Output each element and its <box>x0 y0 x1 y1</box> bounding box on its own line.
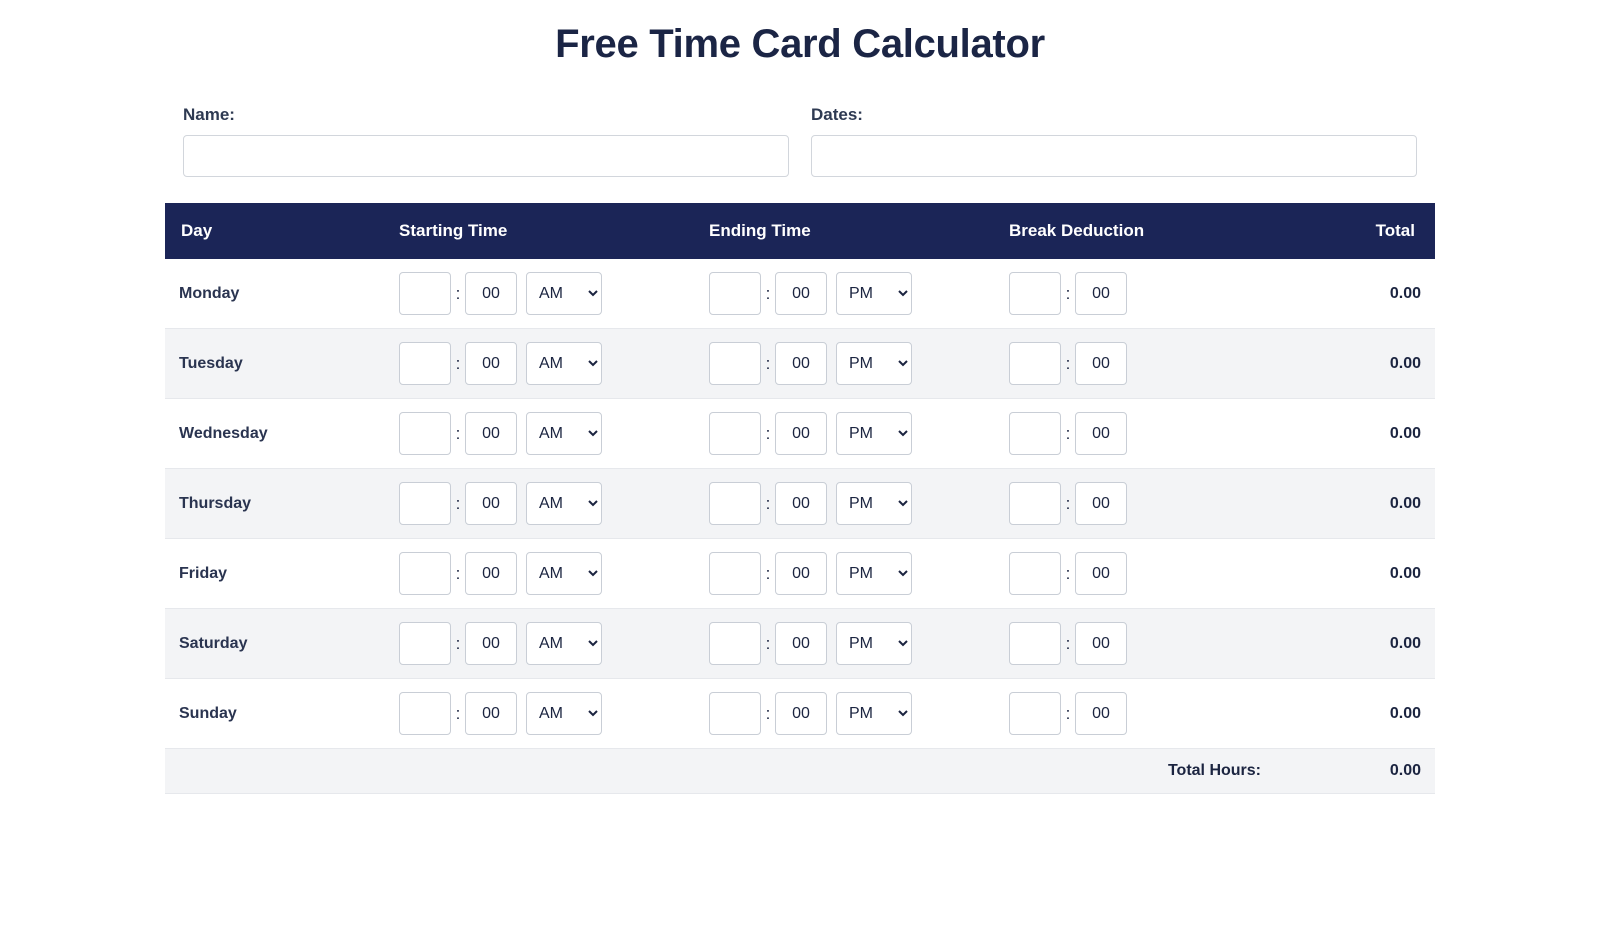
starting-time-cell <box>385 679 695 749</box>
dates-input[interactable] <box>811 135 1417 177</box>
break-hour-input[interactable] <box>1009 692 1061 735</box>
break-minute-value[interactable]: 00 <box>1075 342 1127 385</box>
time-separator: : <box>765 703 771 723</box>
break-hour-input[interactable] <box>1009 412 1061 455</box>
starting-time-group <box>399 342 681 385</box>
table-head <box>165 203 1435 259</box>
starting-time-cell <box>385 539 695 609</box>
time-separator: : <box>765 283 771 303</box>
break-minute-value[interactable]: 00 <box>1075 482 1127 525</box>
ending-time-cell <box>695 259 995 329</box>
starting-time-cell <box>385 259 695 329</box>
time-separator: : <box>1065 633 1071 653</box>
table-row <box>165 679 1435 749</box>
break-group <box>1009 622 1261 665</box>
start-meridiem-select[interactable] <box>526 552 602 595</box>
end-minute-value[interactable]: 00 <box>775 622 827 665</box>
row-total: 0.00 <box>1389 634 1421 652</box>
start-hour-input[interactable] <box>399 342 451 385</box>
ending-time-group <box>709 342 981 385</box>
time-separator: : <box>1065 563 1071 583</box>
row-total: 0.00 <box>1389 564 1421 582</box>
time-separator: : <box>1065 703 1071 723</box>
end-meridiem-select[interactable] <box>836 622 912 665</box>
start-minute-value[interactable]: 00 <box>465 412 517 455</box>
start-minute-value[interactable]: 00 <box>465 622 517 665</box>
header-break-deduction: Break Deduction <box>995 203 1275 259</box>
break-hour-input[interactable] <box>1009 342 1061 385</box>
end-minute-value[interactable]: 00 <box>775 552 827 595</box>
starting-time-group <box>399 412 681 455</box>
starting-time-group <box>399 622 681 665</box>
time-separator: : <box>455 493 461 513</box>
ending-time-group <box>709 622 981 665</box>
time-separator: : <box>765 423 771 443</box>
starting-time-group <box>399 272 681 315</box>
starting-time-cell <box>385 469 695 539</box>
day-label: Tuesday <box>179 354 243 372</box>
end-meridiem-select[interactable] <box>836 482 912 525</box>
ending-time-group <box>709 692 981 735</box>
ending-time-cell <box>695 329 995 399</box>
table-header-row <box>165 203 1435 259</box>
ending-time-cell <box>695 679 995 749</box>
totals-spacer <box>385 749 695 794</box>
totals-spacer <box>165 749 385 794</box>
time-separator: : <box>455 563 461 583</box>
start-meridiem-select[interactable] <box>526 692 602 735</box>
time-separator: : <box>1065 283 1071 303</box>
end-hour-input[interactable] <box>709 342 761 385</box>
name-input[interactable] <box>183 135 789 177</box>
total-hours-label: Total Hours: <box>1167 762 1261 779</box>
break-hour-input[interactable] <box>1009 272 1061 315</box>
end-hour-input[interactable] <box>709 552 761 595</box>
break-deduction-cell <box>995 469 1275 539</box>
time-separator: : <box>765 493 771 513</box>
header-starting-time: Starting Time <box>385 203 695 259</box>
time-separator: : <box>1065 353 1071 373</box>
time-separator: : <box>765 633 771 653</box>
table-row <box>165 399 1435 469</box>
dates-label: Dates: <box>811 105 863 124</box>
header-day: Day <box>165 203 385 259</box>
break-minute-value[interactable]: 00 <box>1075 622 1127 665</box>
start-hour-input[interactable] <box>399 622 451 665</box>
name-label: Name: <box>183 105 235 124</box>
starting-time-cell <box>385 399 695 469</box>
ending-time-cell <box>695 399 995 469</box>
start-minute-value[interactable]: 00 <box>465 692 517 735</box>
time-separator: : <box>1065 423 1071 443</box>
day-label: Wednesday <box>179 424 268 442</box>
starting-time-cell <box>385 329 695 399</box>
break-deduction-cell <box>995 399 1275 469</box>
end-hour-input[interactable] <box>709 622 761 665</box>
ending-time-cell <box>695 609 995 679</box>
start-meridiem-select[interactable] <box>526 622 602 665</box>
ending-time-group <box>709 552 981 595</box>
end-hour-input[interactable] <box>709 482 761 525</box>
start-meridiem-select[interactable] <box>526 272 602 315</box>
dates-field-group <box>811 105 1417 177</box>
table-row <box>165 259 1435 329</box>
start-hour-input[interactable] <box>399 552 451 595</box>
end-minute-value[interactable]: 00 <box>775 482 827 525</box>
time-separator: : <box>765 353 771 373</box>
ending-time-group <box>709 412 981 455</box>
end-minute-value[interactable]: 00 <box>775 342 827 385</box>
end-minute-value[interactable]: 00 <box>775 692 827 735</box>
starting-time-cell <box>385 609 695 679</box>
row-total: 0.00 <box>1389 424 1421 442</box>
end-hour-input[interactable] <box>709 692 761 735</box>
start-minute-value[interactable]: 00 <box>465 272 517 315</box>
table-row <box>165 329 1435 399</box>
start-minute-value[interactable]: 00 <box>465 552 517 595</box>
row-total: 0.00 <box>1389 494 1421 512</box>
day-label: Thursday <box>179 494 252 512</box>
start-meridiem-select[interactable] <box>526 482 602 525</box>
time-separator: : <box>455 633 461 653</box>
break-hour-input[interactable] <box>1009 622 1061 665</box>
break-group <box>1009 272 1261 315</box>
end-minute-value[interactable]: 00 <box>775 272 827 315</box>
day-label: Sunday <box>179 704 237 722</box>
start-hour-input[interactable] <box>399 482 451 525</box>
totals-row <box>165 749 1435 794</box>
start-hour-input[interactable] <box>399 272 451 315</box>
row-total: 0.00 <box>1389 704 1421 722</box>
meta-row <box>165 105 1435 203</box>
start-hour-input[interactable] <box>399 692 451 735</box>
end-hour-input[interactable] <box>709 272 761 315</box>
break-group <box>1009 552 1261 595</box>
table-row <box>165 609 1435 679</box>
start-hour-input[interactable] <box>399 412 451 455</box>
ending-time-group <box>709 272 981 315</box>
table-row <box>165 469 1435 539</box>
starting-time-group <box>399 482 681 525</box>
start-meridiem-select[interactable] <box>526 412 602 455</box>
break-group <box>1009 342 1261 385</box>
break-minute-value[interactable]: 00 <box>1075 272 1127 315</box>
ending-time-group <box>709 482 981 525</box>
time-separator: : <box>455 703 461 723</box>
start-meridiem-select[interactable] <box>526 342 602 385</box>
ending-time-cell <box>695 469 995 539</box>
header-total: Total <box>1275 203 1435 259</box>
time-separator: : <box>455 353 461 373</box>
time-separator: : <box>455 423 461 443</box>
day-label: Saturday <box>179 634 248 652</box>
end-meridiem-select[interactable] <box>836 552 912 595</box>
break-hour-input[interactable] <box>1009 482 1061 525</box>
table-body <box>165 259 1435 794</box>
end-meridiem-select[interactable] <box>836 412 912 455</box>
table-row <box>165 539 1435 609</box>
row-total: 0.00 <box>1389 284 1421 302</box>
break-minute-value[interactable]: 00 <box>1075 692 1127 735</box>
end-meridiem-select[interactable] <box>836 692 912 735</box>
end-hour-input[interactable] <box>709 412 761 455</box>
break-deduction-cell <box>995 609 1275 679</box>
total-hours-value: 0.00 <box>1389 762 1421 779</box>
break-deduction-cell <box>995 539 1275 609</box>
timecard-table <box>165 203 1435 794</box>
page-title: Free Time Card Calculator <box>555 22 1045 66</box>
totals-spacer <box>695 749 995 794</box>
break-hour-input[interactable] <box>1009 552 1061 595</box>
name-field-group <box>183 105 789 177</box>
break-deduction-cell <box>995 329 1275 399</box>
break-minute-value[interactable]: 00 <box>1075 552 1127 595</box>
start-minute-value[interactable]: 00 <box>465 482 517 525</box>
end-minute-value[interactable]: 00 <box>775 412 827 455</box>
time-separator: : <box>455 283 461 303</box>
start-minute-value[interactable]: 00 <box>465 342 517 385</box>
break-deduction-cell <box>995 679 1275 749</box>
break-deduction-cell <box>995 259 1275 329</box>
day-label: Monday <box>179 284 240 302</box>
time-separator: : <box>765 563 771 583</box>
header-ending-time: Ending Time <box>695 203 995 259</box>
day-label: Friday <box>179 564 228 582</box>
break-minute-value[interactable]: 00 <box>1075 412 1127 455</box>
end-meridiem-select[interactable] <box>836 272 912 315</box>
break-group <box>1009 482 1261 525</box>
break-group <box>1009 692 1261 735</box>
timecard-container <box>165 67 1435 794</box>
time-separator: : <box>1065 493 1071 513</box>
break-group <box>1009 412 1261 455</box>
end-meridiem-select[interactable] <box>836 342 912 385</box>
row-total: 0.00 <box>1389 354 1421 372</box>
starting-time-group <box>399 692 681 735</box>
starting-time-group <box>399 552 681 595</box>
ending-time-cell <box>695 539 995 609</box>
